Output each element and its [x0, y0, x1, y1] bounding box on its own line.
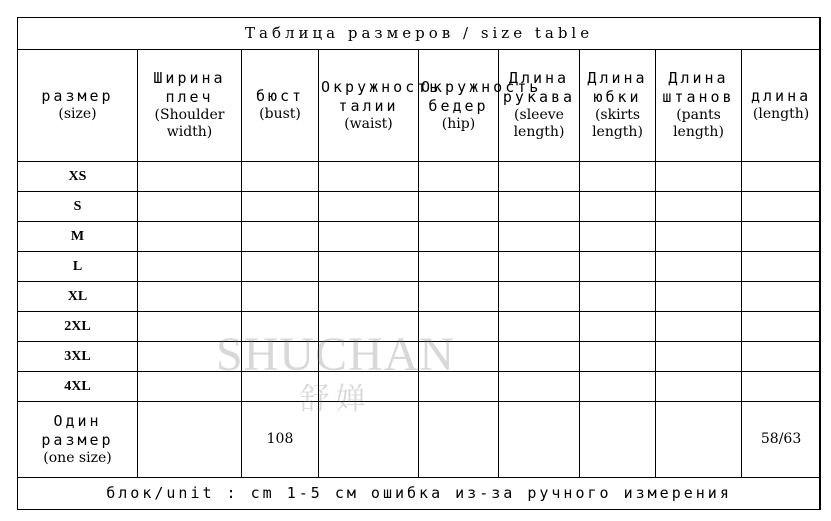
- size-label: S: [18, 192, 138, 222]
- size-label: XL: [18, 282, 138, 312]
- table-cell: [742, 252, 821, 282]
- table-cell: [499, 312, 580, 342]
- table-cell: [656, 252, 742, 282]
- table-cell: [656, 342, 742, 372]
- table-cell: [499, 402, 580, 478]
- one-size-label-ru: Один размер: [41, 412, 114, 449]
- table-cell: [656, 192, 742, 222]
- column-header-ru: Окружность талии: [321, 78, 442, 115]
- size-label: M: [18, 222, 138, 252]
- table-cell: [138, 161, 242, 191]
- table-cell: [656, 282, 742, 312]
- table-cell: [656, 372, 742, 402]
- table-cell: [319, 282, 419, 312]
- size-label: 3XL: [18, 342, 138, 372]
- column-header: [138, 50, 242, 162]
- table-row: [18, 372, 821, 402]
- table-cell: [138, 222, 242, 252]
- table-cell: [499, 192, 580, 222]
- table-cell: [138, 402, 242, 478]
- table-cell: [419, 222, 499, 252]
- table-cell: [656, 312, 742, 342]
- table-cell: [742, 282, 821, 312]
- table-cell: [138, 342, 242, 372]
- table-row: [18, 161, 821, 191]
- watermark-latin: SHUCHAN: [215, 328, 456, 381]
- table-cell: [319, 161, 419, 191]
- size-label: 4XL: [18, 372, 138, 402]
- column-header-ru: длина: [750, 87, 812, 106]
- column-header: [242, 50, 319, 162]
- table-cell: [580, 282, 656, 312]
- table-row-one-size: [18, 402, 821, 478]
- table-cell: [242, 161, 319, 191]
- table-cell: [419, 161, 499, 191]
- table-cell: [656, 222, 742, 252]
- table-cell: [499, 161, 580, 191]
- table-cell: [319, 192, 419, 222]
- column-header-en: (bust): [259, 106, 301, 123]
- column-header-ru: размер: [41, 87, 114, 106]
- size-label: L: [18, 252, 138, 282]
- table-cell: [419, 312, 499, 342]
- table-cell: [419, 402, 499, 478]
- size-label: 2XL: [18, 312, 138, 342]
- table-cell: [242, 252, 319, 282]
- column-header-en: (waist): [344, 115, 393, 132]
- table-cell: [242, 192, 319, 222]
- table-cell: [499, 372, 580, 402]
- table-cell: [742, 372, 821, 402]
- column-header-en: (sleeve length): [513, 106, 565, 141]
- column-header-en: (length): [752, 106, 810, 123]
- size-label: XS: [18, 161, 138, 191]
- table-cell: [499, 282, 580, 312]
- table-cell: [656, 402, 742, 478]
- table-cell: [319, 372, 419, 402]
- table-cell: [419, 342, 499, 372]
- table-cell: [580, 192, 656, 222]
- table-cell: [138, 192, 242, 222]
- table-cell: [580, 402, 656, 478]
- table-cell: [742, 342, 821, 372]
- column-header-ru: Длина рукава: [502, 69, 576, 107]
- table-cell: 108: [242, 402, 319, 478]
- column-header: [742, 50, 821, 162]
- table-cell: 58/63: [742, 402, 821, 478]
- column-header: [499, 50, 580, 162]
- table-cell: [242, 372, 319, 402]
- one-size-label: [18, 402, 138, 478]
- table-cell: [138, 312, 242, 342]
- table-row: [18, 252, 821, 282]
- table-cell: [242, 222, 319, 252]
- table-cell: [742, 192, 821, 222]
- table-cell: [138, 252, 242, 282]
- table-title: Таблица размеров / size table: [18, 18, 821, 50]
- column-header-en: (skirts length): [592, 106, 643, 141]
- one-size-label-en: (one size): [43, 449, 112, 466]
- column-header-ru: бюст: [255, 87, 305, 106]
- table-cell: [319, 342, 419, 372]
- table-cell: [580, 372, 656, 402]
- table-row: [18, 342, 821, 372]
- table-cell: [419, 252, 499, 282]
- table-cell: [319, 402, 419, 478]
- table-row: [18, 312, 821, 342]
- table-cell: [580, 252, 656, 282]
- column-header-en: (size): [58, 106, 97, 123]
- column-header: [656, 50, 742, 162]
- table-cell: [419, 282, 499, 312]
- column-header-ru: Длина штанов: [662, 69, 735, 107]
- table-row: [18, 222, 821, 252]
- table-cell: [242, 282, 319, 312]
- table-cell: [580, 342, 656, 372]
- column-header-ru: Ширина плеч: [153, 69, 226, 107]
- column-header-ru: Длина юбки: [587, 69, 648, 107]
- table-cell: [656, 161, 742, 191]
- table-cell: [499, 252, 580, 282]
- table-cell: [419, 192, 499, 222]
- table-cell: [319, 252, 419, 282]
- column-header-en: (hip): [441, 115, 476, 132]
- watermark-cn: 舒婵: [299, 383, 372, 416]
- table-cell: [580, 222, 656, 252]
- column-header: [319, 50, 442, 162]
- table-cell: [319, 312, 419, 342]
- table-row: [18, 282, 821, 312]
- table-cell: [242, 342, 319, 372]
- table-cell: [242, 312, 319, 342]
- column-header-en: (pants length): [673, 106, 724, 141]
- column-header: [18, 50, 138, 162]
- table-cell: [742, 161, 821, 191]
- table-cell: [138, 372, 242, 402]
- table-row: [18, 192, 821, 222]
- table-cell: [742, 312, 821, 342]
- size-table: [17, 17, 821, 510]
- table-cell: [499, 342, 580, 372]
- column-header: [580, 50, 656, 162]
- column-header-ru: Окружность бедер: [421, 78, 542, 115]
- table-cell: [580, 161, 656, 191]
- table-cell: [319, 222, 419, 252]
- table-cell: [580, 312, 656, 342]
- column-header-en: (Shoulder width): [154, 106, 225, 141]
- table-cell: [419, 372, 499, 402]
- table-cell: [742, 222, 821, 252]
- measurement-note: блок/unit : cm 1-5 см ошибка из-за ручного измерения: [18, 477, 821, 509]
- table-cell: [499, 222, 580, 252]
- table-cell: [138, 282, 242, 312]
